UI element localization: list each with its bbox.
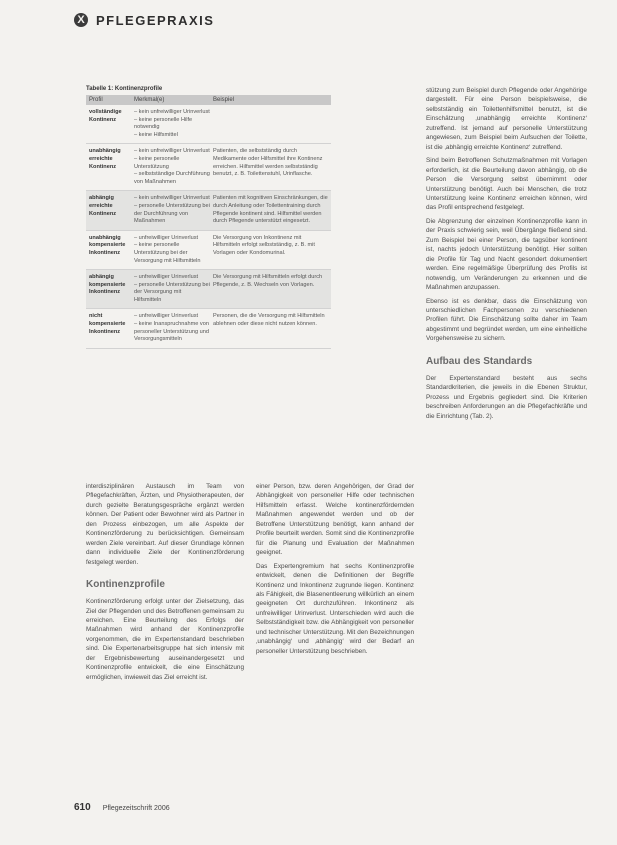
- paragraph: Ebenso ist es denkbar, dass die Einschätzung von unterschiedlichen Fachpersonen zu verschiedenen Profilen führt. Die Einschätzung sollte daher im Team abgestimmt und begründet werden, um eine einheitliche Vorgehensweise zu sichern.: [426, 297, 587, 343]
- section-x-icon: X: [74, 13, 88, 27]
- cell-profil: abhängig erreichte Kontinenz: [89, 195, 117, 217]
- paragraph: einer Person, bzw. deren Angehörigen, der Grad der Abhängigkeit von personeller Hilfe oder technischen Hilfsmitteln erfasst. Welche kontinenzfördernden Maßnahmen angewendet werden und ob der Betroffene Unterstützung benötigt, kann anhand der Profile beurteilt werden. Somit sind die Kontinenzprofile für die Planung und Evaluation der Maßnahmen geeignet.: [256, 483, 414, 557]
- subheading-kontinenzprofile: Kontinenzprofile: [86, 579, 165, 591]
- paragraph: Sind beim Betroffenen Schutzmaßnahmen mit Vorlagen erforderlich, ist die Beurteilung davon abhängig, ob die Person die Versorgung selbst übernimmt oder Unterstützung benötigt. Auch bei Menschen, die trotz Unterstützung keine Kontinenz erreichen können, wird das Profil entsprechend festgelegt.: [426, 157, 587, 212]
- table-caption: Tabelle 1: Kontinenzprofile: [86, 86, 163, 92]
- page-footer: [74, 802, 170, 813]
- table-row: [86, 270, 331, 309]
- table-header: [86, 95, 331, 105]
- cell-merkmale: – kein unfreiwilliger Urinverlust – personelle Unterstützung bei der Durchführung von Maßnahmen: [134, 195, 210, 225]
- cell-profil: unabhängig kompensierte Inkontinenz: [89, 234, 126, 256]
- section-title: PFLEGEPRAXIS: [96, 12, 215, 28]
- text-column-left: [86, 482, 244, 686]
- cell-beispiel: Patienten mit kognitiven Einschränkungen, die durch Anleitung oder Toilettentraining durch Pflegende kontinent sind. Hilfsmittel werden durch Pflegende unterstützt eingesetzt.: [213, 195, 328, 225]
- kontinenzprofile-table: [86, 86, 331, 476]
- paragraph: interdisziplinären Austausch im Team von Pflegefachkräften, Ärzten, und Physiotherapeuten, der durch gezielte Beratungsgespräche ergänzt werden können. Der Patient oder Bewohner wird als Partner in den Prozess einbezogen, um alle Aspekte der Kontinenzförderung zu berücksichtigen. Gemeinsam werden Ziele vereinbart. Auf dieser Grundlage können dann individuelle Ziele der Kontinenzförderung festgelegt werden.: [86, 483, 244, 566]
- column-header-beispiel: Beispiel: [213, 97, 235, 103]
- cell-profil: vollständige Kontinenz: [89, 109, 122, 123]
- table-row: [86, 191, 331, 230]
- cell-profil: unabhängig erreichte Kontinenz: [89, 148, 121, 170]
- cell-profil: abhängig kompensierte Inkontinenz: [89, 274, 126, 296]
- table-row: [86, 105, 331, 144]
- cell-merkmale: – kein unfreiwilliger Urinverlust – keine personelle Unterstützung – selbstständige Durchführung von Maßnahmen: [134, 148, 210, 185]
- cell-merkmale: – kein unfreiwilliger Urinverlust – keine personelle Hilfe notwendig – keine Hilfsmittel: [134, 109, 210, 138]
- table-row: [86, 144, 331, 191]
- cell-beispiel: [210, 109, 331, 139]
- cell-profil: nicht kompensierte Inkontinenz: [89, 313, 126, 335]
- paragraph: Der Expertenstandard besteht aus sechs Standardkriterien, die jeweils in die Ebenen Struktur, Prozess und Ergebnis gegliedert sind. Die Kriterien beschreiben Anforderungen an die Pflegefachkräfte und die Einrichtung (Tab. 2).: [426, 374, 587, 420]
- paragraph: Das Expertengremium hat sechs Kontinenzprofile entwickelt, denen die Definitionen der Begriffe Kontinenz und Inkontinenz zugrunde liegen. Kontinenz als Fähigkeit, die Blasenentleerung willkürlich an einem geeigneten Ort durchzuführen. Inkontinenz als unfreiwilliger Urinverlust. Unterschieden wird auch die Selbstständigkeit bzw. die Abhängigkeit von personeller und technischer Unterstützung. Mit den Bezeichnungen ‚unabhängig‘ und ‚abhängig‘ wird der Bedarf an personeller Unterstützung beschrieben.: [256, 562, 414, 655]
- text-column-middle: [256, 482, 414, 660]
- cell-beispiel: Die Versorgung von Inkontinenz mit Hilfsmitteln erfolgt selbstständig, z. B. mit Vorlagen oder Kondomurinal.: [213, 234, 315, 256]
- paragraph: Die Abgrenzung der einzelnen Kontinenzprofile kann in der Praxis schwierig sein, weil Übergänge fließend sind. Zum Beispiel bei einer Person, die tagsüber kontinent ist, nachts jedoch Unterstützung benötigt. Hier sollten die Profile für Tag und Nacht gesondert dokumentiert werden. Eine regelmäßige Überprüfung des Profils ist notwendig, um Veränderungen zu erkennen und die Maßnahmen anzupassen.: [426, 217, 587, 292]
- paragraph: Kontinenzförderung erfolgt unter der Zielsetzung, das Ziel der Pflegenden und des Betroffenen gemeinsam zu erreichen. Eine Beurteilung des Erfolgs der Maßnahmen wird anhand der Kontinenzprofile vorgenommen, die im Expertenstandard beschrieben sind. Die Expertenarbeitsgruppe hat sich intensiv mit der Ergebnisbewertung auseinandergesetzt und Kontinenzprofile entwickelt, die eine Einschätzung ermöglichen, inwieweit das Ziel erreicht ist.: [86, 598, 244, 681]
- journal-name: Pflegezeitschrift 2006: [102, 805, 170, 812]
- cell-merkmale: – unfreiwilliger Urinverlust – keine personelle Unterstützung bei der Versorgung mit Hilfsmitteln: [134, 234, 201, 264]
- page-header: [74, 10, 394, 30]
- table-row: [86, 231, 331, 270]
- column-header-merkmale: Merkmal(e): [134, 97, 165, 103]
- table-body: [86, 105, 331, 349]
- page-number: 610: [74, 802, 91, 813]
- cell-merkmale: – unfreiwilliger Urinverlust – keine Inanspruchnahme von personeller Unterstützung und Versorgungsmitteln: [134, 313, 209, 343]
- subheading-aufbau: Aufbau des Standards: [426, 355, 533, 367]
- cell-beispiel: Die Versorgung mit Hilfsmitteln erfolgt durch Pflegende, z. B. Wechseln von Vorlagen.: [213, 274, 323, 288]
- column-header-profil: Profil: [89, 97, 103, 103]
- paragraph: stützung zum Beispiel durch Pflegende oder Angehörige dargestellt. Für eine Person beispielsweise, die selbstständig ein Toilettenhilfsmittel benutzt, ist die Einschätzung ‚unabhängig erreichte Kontinenz‘ zutreffend. Ist jemand auf personelle Unterstützung angewiesen, zum Beispiel beim Aufsuchen der Toilette, ist die ‚abhängig erreichte Kontinenz‘ zutreffend.: [426, 87, 587, 151]
- table-row: [86, 309, 331, 348]
- cell-merkmale: – unfreiwilliger Urinverlust – personelle Unterstützung bei der Versorgung mit Hilfsmitteln: [134, 274, 210, 303]
- cell-beispiel: Patienten, die selbstständig durch Medikamente oder Hilfsmittel ihre Kontinenz erreichen. Hilfsmittel werden selbstständig benutzt, z. B. Toilettenstuhl, Urinflasche.: [213, 148, 323, 178]
- text-column-right: [426, 86, 587, 425]
- cell-beispiel: Personen, die die Versorgung mit Hilfsmitteln ablehnen oder diese nicht nutzen können.: [213, 313, 325, 328]
